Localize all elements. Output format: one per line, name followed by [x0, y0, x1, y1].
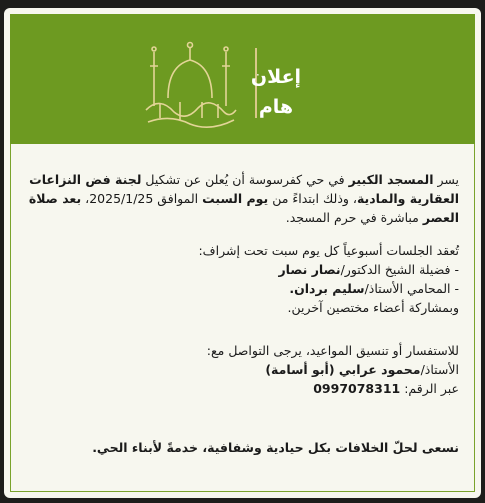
- title-announcement: إعلان: [250, 66, 302, 88]
- announcement-paragraph: يسر المسجد الكبير في حي كفرسوسة أن يُعلن عن تشكيل لجنة فض النزاعات العقارية والمادية، وذلك ابتداءً من يوم السبت الموافق 2025/1/25، بعد صلاة العصر مباشرة في حرم المسجد.: [28, 172, 459, 225]
- contact-name: محمود عرابي (أبو أسامة): [265, 362, 421, 377]
- contact-title: الأستاذ/: [420, 362, 459, 377]
- supervisor-1-name: نصار نصار: [278, 262, 341, 277]
- contact-intro: للاستفسار أو تنسيق المواعيد، يرجى التواصل مع:: [206, 343, 459, 358]
- announcement-body: [26, 170, 459, 398]
- mosque-logo-icon: [130, 26, 250, 136]
- mosque-name: المسجد الكبير: [348, 172, 434, 187]
- committee-name: لجنة فض النزاعات العقارية والمادية: [29, 172, 459, 206]
- text-suffix: مباشرة في حرم المسجد.: [285, 210, 419, 225]
- text-mid: في حي كفرسوسة أن يُعلن عن تشكيل: [145, 172, 345, 187]
- date-prefix: الموافق: [157, 191, 199, 206]
- start-date: 2025/1/25: [89, 191, 154, 206]
- phone-label: عبر الرقم:: [404, 381, 459, 396]
- title-important: هام: [258, 96, 294, 118]
- announcement-poster: [4, 8, 481, 498]
- supervisor-2-title: - المحامي الأستاذ/: [364, 281, 459, 296]
- sessions-intro: تُعقد الجلسات أسبوعياً كل يوم سبت تحت إشراف:: [198, 243, 459, 258]
- start-time: بعد صلاة العصر: [28, 191, 459, 225]
- contact-phone-line: [26, 379, 459, 398]
- contact-person: [26, 360, 459, 379]
- supervisor-2-name: سليم بردان.: [289, 281, 365, 296]
- text-prefix: يسر: [437, 172, 459, 187]
- phone-number: 0997078311: [313, 381, 401, 396]
- other-members: وبمشاركة أعضاء مختصين آخرين.: [287, 300, 459, 315]
- supervisor-1-title: - فضيلة الشيخ الدكتور/: [340, 262, 459, 277]
- poster-header: [10, 14, 475, 144]
- closing-statement: نسعى لحلّ الخلافات بكل حيادية وشفافية، خدمةً لأبناء الحي.: [92, 440, 459, 455]
- supervisor-2: [26, 279, 459, 298]
- supervisor-1: [26, 260, 459, 279]
- text-mid2: ، وذلك ابتداءً من: [272, 191, 357, 206]
- start-day: يوم السبت: [202, 191, 269, 206]
